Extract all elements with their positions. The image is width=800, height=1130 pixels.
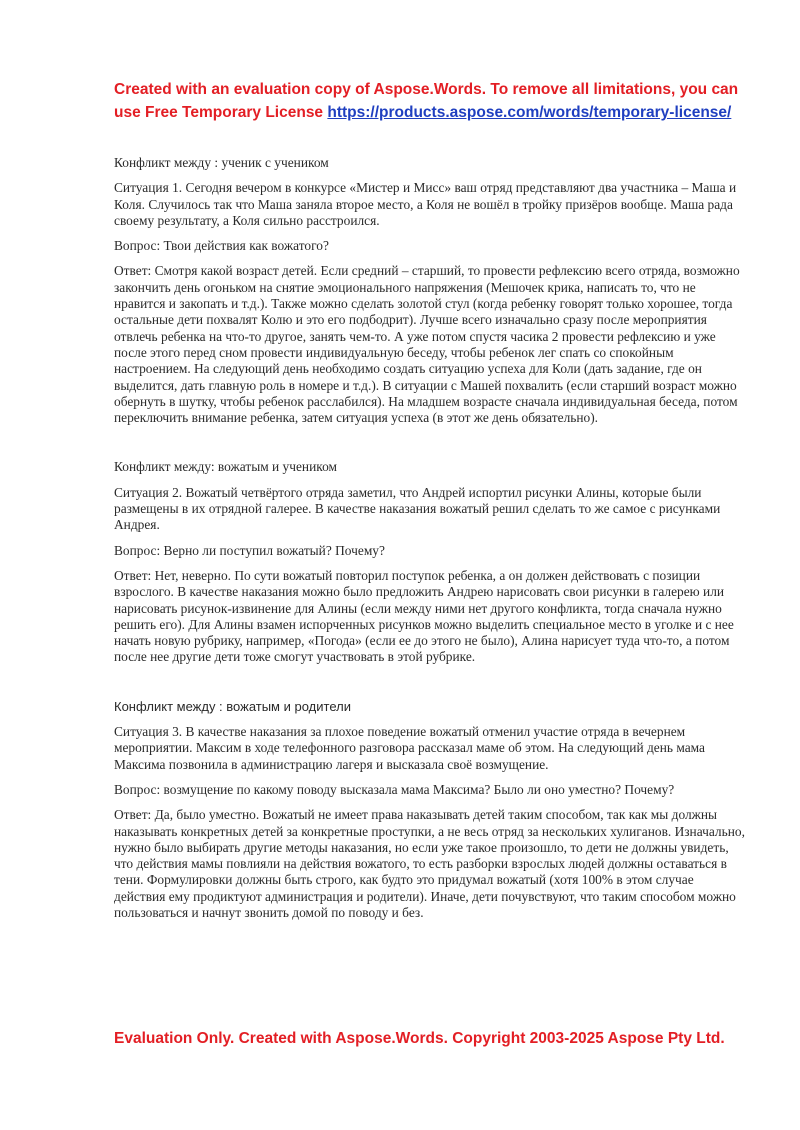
evaluation-watermark-bottom: Evaluation Only. Created with Aspose.Words. Copyright 2003-2025 Aspose Pty Ltd. <box>114 1030 725 1047</box>
section-1-heading: Конфликт между : ученик с учеником <box>114 155 329 170</box>
section-1-situation: Ситуация 1. Сегодня вечером в конкурсе «Мистер и Мисс» ваш отряд представляют два участника – Маша и Коля. Случилось так что Маша заняла второе место, а Коля не вошёл в тройку призёров вообще. Маша рада своему результату, а Коля сильно расстроился. <box>114 180 737 228</box>
evaluation-watermark-top <box>114 78 744 124</box>
watermark-top-text: Created with an evaluation copy of Aspose.Words. To remove all limitations, you can use Free Temporary License <box>114 81 739 121</box>
section-3-question: Вопрос: возмущение по какому поводу высказала мама Максима? Было ли оно уместно? Почему? <box>114 781 675 797</box>
section-2-question: Вопрос: Верно ли поступил вожатый? Почему? <box>114 542 385 558</box>
temporary-license-link[interactable]: https://products.aspose.com/words/temporary-license/ <box>327 104 732 121</box>
document-body <box>114 155 746 930</box>
section-1-answer: Ответ: Смотря какой возраст детей. Если средний – старший, то провести рефлексию всего отряда, возможно закончить день огоньком на снятие эмоционального напряжения (Мешочек крика, написать то, что не нравится и закопать и т.д.). Также можно сделать золотой стул (когда ребенку говорят только хорошее, тогда остальные дети похвалят Колю и это его подбодрит). Лучше всего изначально сразу после мероприятия отвлечь ребенка на что-то другое, занять чем-то. А уже потом спустя часика 2 провести рефлексию и уже после этого перед сном провести индивидуальную беседу, чтобы ребенок лег спать со спокойным настроением. На следующий день необходимо создать ситуацию успеха для Коли (дать задание, где он выделится, дать главную роль в номере и т.д.). В ситуации с Машей похвалить (если старший возраст можно обернуть в шутку, чтобы ребенок расслабился). На младшем возрасте сначала индивидуальная беседа, потом переключить внимание ребенка, затем ситуация успеха (в этот же день обязательно). <box>114 263 740 426</box>
section-3-heading: Конфликт между : вожатым и родители <box>114 698 351 714</box>
section-2-answer: Ответ: Нет, неверно. По сути вожатый повторил поступок ребенка, а он должен действовать с позиции взрослого. В качестве наказания можно было предложить Андрею нарисовать свои рисунки в галерею или нарисовать рисунок-извинение для Алины (если между ними нет другого конфликта, тогда сначала нужно решить его). Для Алины взамен испорченных рисунков можно выделить специальное место в уголке и с нее начать новую рубрику, например, «Погода» (если ее до этого не было), Алина нарисует туда что-то, а потом после нее другие дети тоже смогут участвовать в этой рубрике. <box>114 567 734 665</box>
section-2-situation: Ситуация 2. Вожатый четвёртого отряда заметил, что Андрей испортил рисунки Алины, которые были размещены в их отрядной галерее. В качестве наказания вожатый решил сделать то же самое с рисунками Андрея. <box>114 484 721 533</box>
spacer <box>114 435 746 459</box>
section-2-heading: Конфликт между: вожатым и учеником <box>114 459 337 475</box>
section-1-question: Вопрос: Твои действия как вожатого? <box>114 238 329 254</box>
section-3-situation: Ситуация 3. В качестве наказания за плохое поведение вожатый отменил участие отряда в вечернем мероприятии. Максим в ходе телефонного разговора рассказал маме об этом. На следующий день мама Максима позвонила в администрацию лагеря и высказала своё возмущение. <box>114 724 705 772</box>
section-3-answer: Ответ: Да, было уместно. Вожатый не имеет права наказывать детей таким способом, так как мы должны наказывать конкретных детей за конкретные проступки, а не весь отряд за нескольких хулиганов. Изначально, нужно было выбирать другие методы наказания, но если уже такое произошло, то дети не должны увидеть, что действия мамы повлияли на действия вожатого, то есть разборки взрослых людей должны оставаться в тени. Формулировки должны быть строго, как будто это придумал вожатый (хотя 100% в этом случае действия ему продиктуют администрация и родители). Иначе, дети почувствуют, что таким способом можно пользоваться и начнут звонить домой по поводу и без. <box>114 807 745 920</box>
spacer <box>114 675 746 699</box>
